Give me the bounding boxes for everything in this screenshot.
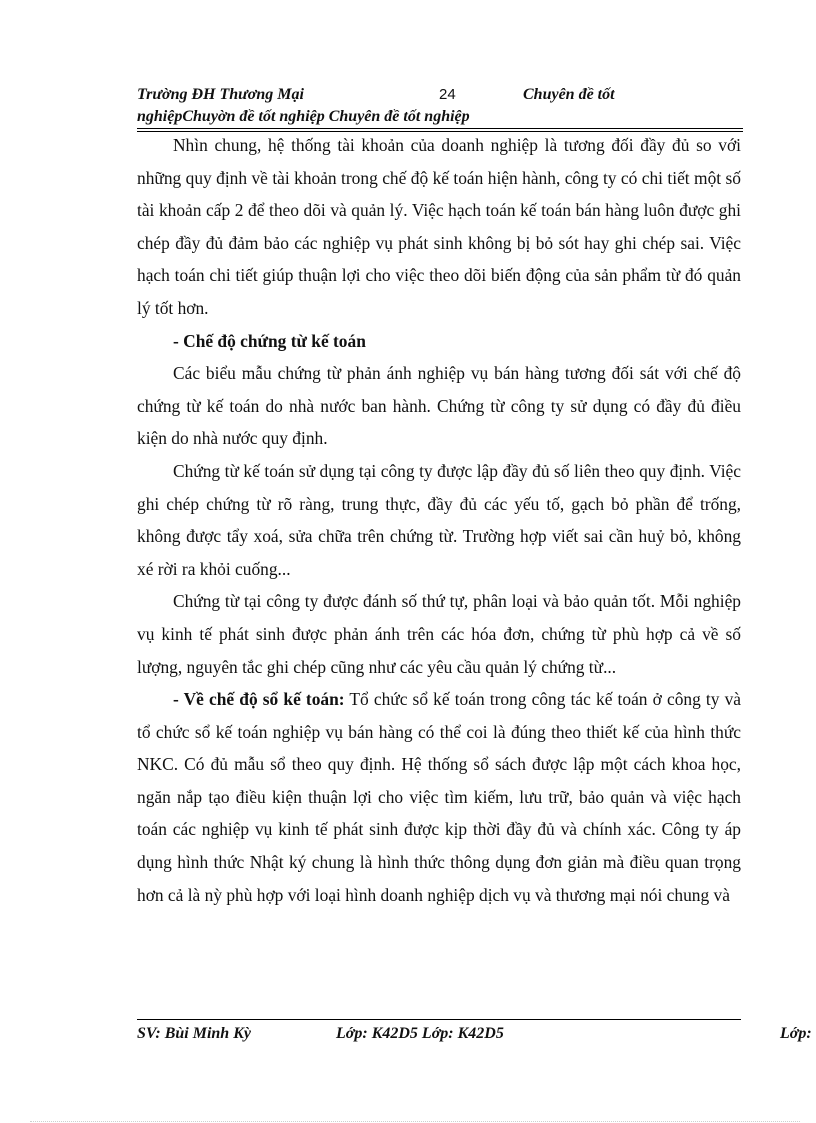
body-text	[137, 129, 741, 911]
header-title-continued: nghiệpChuyờn đề tốt nghiệp Chuyên đề tốt nghiệp	[137, 108, 470, 125]
paragraph-voucher-usage: Chứng từ kế toán sử dụng tại công ty được lập đầy đủ số liên theo quy định. Việc ghi chép chứng từ rõ ràng, trung thực, đầy đủ các yếu tố, gạch bỏ phần để trống, không được tẩy xoá, sửa chữa trên chứng từ. Trường hợp viết sai cần huỷ bỏ, không xé rời ra khỏi cuống...	[137, 460, 741, 579]
page-bottom-dotted-line	[30, 1121, 800, 1122]
paragraph-account-system: Nhìn chung, hệ thống tài khoản của doanh nghiệp là tương đối đầy đủ so với những quy định về tài khoản trong chế độ kế toán hiện hành, công ty có chi tiết một số tài khoản cấp 2 để theo dõi và quản lý. Việc hạch toán kế toán bán hàng luôn được ghi chép đầy đủ đảm bảo các nghiệp vụ phát sinh không bị bỏ sót hay ghi chép sai. Việc hạch toán chi tiết giúp thuận lợi cho việc theo dõi biến động của sản phẩm từ đó quản lý tốt hơn.	[137, 135, 741, 318]
footer-class-trailing: Lớp:	[780, 1025, 812, 1042]
paragraph-ledger-text: Tổ chức sổ kế toán trong công tác kế toán ở công ty và tổ chức sổ kế toán nghiệp vụ bán hàng có thể coi là đúng theo thiết kế của hình thức NKC. Có đủ mẫu sổ theo quy định. Hệ thống sổ sách được lập một cách khoa học, ngăn nắp tạo điều kiện thuận lợi cho việc tìm kiếm, lưu trữ, bảo quản và việc hạch toán các nghiệp vụ kinh tế phát sinh được kịp thời đầy đủ và chính xác. Công ty áp dụng hình thức Nhật ký chung là hình thức thông dụng đơn giản mà điều quan trọng hơn cả là nỳ phù hợp với loại hình doanh nghiệp dịch vụ và thương mại nói chung và	[137, 689, 741, 905]
footer-student: SV: Bùi Minh Kỳ	[137, 1025, 251, 1042]
paragraph-ledger-regime	[137, 683, 741, 911]
page-header	[137, 86, 743, 130]
header-title: Chuyên đề tốt	[523, 86, 615, 103]
paragraph-voucher-numbering: Chứng từ tại công ty được đánh số thứ tự, phân loại và bảo quản tốt. Mỗi nghiệp vụ kinh tế phát sinh được phản ánh trên các hóa đơn, chứng từ phù hợp cả về số lượng, nguyên tắc ghi chép cũng như các yêu cầu quản lý chứng từ...	[137, 591, 741, 677]
footer-rule	[137, 1019, 741, 1020]
header-school: Trường ĐH Thương Mại	[137, 86, 304, 103]
section-heading-ledgers: - Về chế độ sổ kế toán:	[173, 689, 345, 710]
paragraph-voucher-forms: Các biểu mẫu chứng từ phản ánh nghiệp vụ bán hàng tương đối sát với chế độ chứng từ kế toán do nhà nước ban hành. Chứng từ công ty sử dụng có đầy đủ điều kiện do nhà nước quy định.	[137, 363, 741, 449]
page-number: 24	[439, 86, 456, 103]
section-heading-vouchers: - Chế độ chứng từ kế toán	[173, 330, 366, 351]
footer-class: Lớp: K42D5 Lớp: K42D5	[336, 1025, 504, 1042]
